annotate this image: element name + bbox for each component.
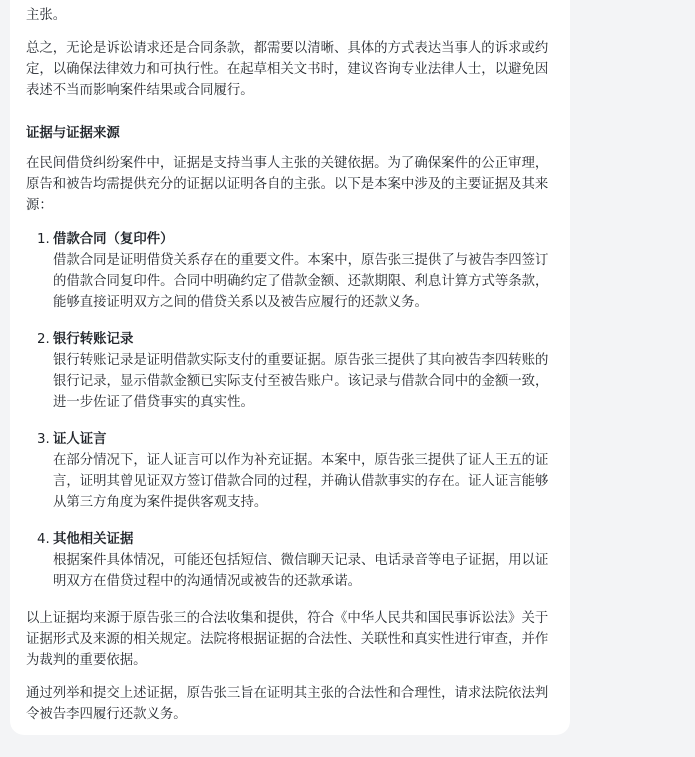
evidence-item <box>26 329 556 413</box>
paragraph-top-2: 总之，无论是诉讼请求还是合同条款，都需要以清晰、具体的方式表达当事人的诉求或约定，以确保法律效力和可执行性。在起草相关文书时，建议咨询专业法律人士，以避免因表述不当而影响案件结果或合同履行。 <box>26 41 549 98</box>
message-content <box>26 5 556 737</box>
evidence-list <box>26 229 556 592</box>
evidence-item-title: 银行转账记录 <box>53 332 134 347</box>
evidence-item-number: 1. <box>37 232 50 247</box>
evidence-item <box>26 529 556 592</box>
evidence-item-title: 借款合同（复印件） <box>53 232 174 247</box>
section-intro: 在民间借贷纠纷案件中，证据是支持当事人主张的关键依据。为了确保案件的公正审理，原告和被告均需提供充分的证据以证明各自的主张。以下是本案中涉及的主要证据及其来源： <box>26 156 549 213</box>
evidence-item-title: 证人证言 <box>53 432 107 447</box>
closing-paragraph-1: 以上证据均来源于原告张三的合法收集和提供，符合《中华人民共和国民事诉讼法》关于证据形式及来源的相关规定。法院将根据证据的合法性、关联性和真实性进行审查，并作为裁判的重要依据。 <box>26 611 549 668</box>
evidence-item-title: 其他相关证据 <box>53 532 134 547</box>
section-title: 证据与证据来源 <box>26 126 120 141</box>
evidence-item-body: 根据案件具体情况，可能还包括短信、微信聊天记录、电话录音等电子证据，用以证明双方在借贷过程中的沟通情况或被告的还款承诺。 <box>53 553 549 589</box>
evidence-item-body: 银行转账记录是证明借款实际支付的重要证据。原告张三提供了其向被告李四转账的银行记录，显示借款金额已实际支付至被告账户。该记录与借款合同中的金额一致，进一步佐证了借贷事实的真实性。 <box>53 353 549 410</box>
evidence-item-number: 4. <box>37 532 50 547</box>
evidence-item <box>26 429 556 513</box>
evidence-item-number: 2. <box>37 332 50 347</box>
assistant-message-card <box>10 0 570 735</box>
evidence-item-body: 借款合同是证明借贷关系存在的重要文件。本案中，原告张三提供了与被告李四签订的借款合同复印件。合同中明确约定了借款金额、还款期限、利息计算方式等条款，能够直接证明双方之间的借贷关系以及被告应履行的还款义务。 <box>53 253 549 310</box>
evidence-item-body: 在部分情况下，证人证言可以作为补充证据。本案中，原告张三提供了证人王五的证言，证明其曾见证双方签订借款合同的过程，并确认借款事实的存在。证人证言能够从第三方角度为案件提供客观支持。 <box>53 453 549 510</box>
right-pane <box>571 0 695 757</box>
closing-paragraph-2: 通过列举和提交上述证据，原告张三旨在证明其主张的合法性和合理性，请求法院依法判令被告李四履行还款义务。 <box>26 686 549 722</box>
evidence-item <box>26 229 556 313</box>
evidence-item-number: 3. <box>37 432 50 447</box>
paragraph-top-1: 主张。 <box>26 8 67 23</box>
